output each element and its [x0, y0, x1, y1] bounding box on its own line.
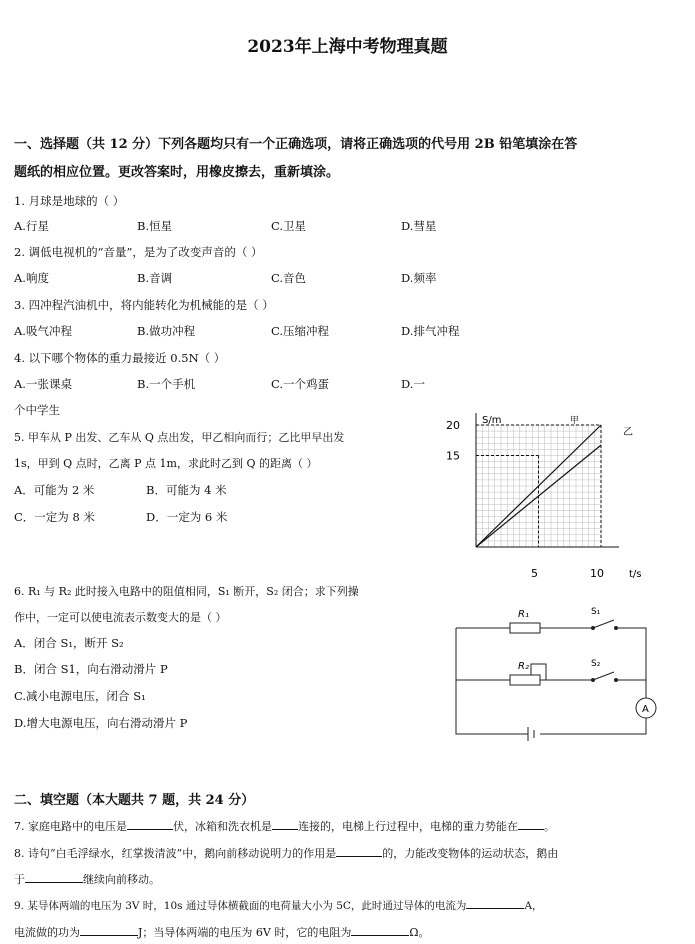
q9-part2: A， [524, 900, 543, 912]
q1-option-d: D.彗星 [401, 219, 437, 233]
q6-option-c: C.减小电源电压，闭合 S₁ [14, 689, 146, 703]
page-title: 2023年上海中考物理真题 [247, 37, 448, 57]
q3-option-d: D.排气冲程 [401, 324, 460, 338]
x-tick-label: 10 [590, 567, 604, 580]
q5-option-b: B．可能为 4 米 [146, 483, 227, 497]
q3-option-c: C.压缩冲程 [271, 324, 330, 338]
q8-text-line2 [14, 871, 160, 887]
section1-heading-line1: 一、选择题（共 12 分）下列各题均只有一个正确选项，请将正确选项的代号用 2B 铅笔填涂在答 [14, 137, 578, 152]
q3-option-b: B.做功冲程 [137, 324, 196, 338]
y-tick-label: 15 [446, 449, 460, 463]
q1-option-b: B.恒星 [137, 219, 173, 233]
q4-option-a: A.一张课桌 [14, 377, 72, 391]
q4-stem: 4. 以下哪个物体的重力最接近 0.5N（ ） [14, 351, 226, 365]
q9-part4: J；当导体两端的电压为 6V 时，它的电阻为 [138, 926, 352, 939]
q1-option-a: A.行星 [14, 219, 49, 233]
y-axis-label: S/m [482, 415, 502, 426]
q7-part3: 连接的，电梯上行过程中，电梯的重力势能在 [298, 820, 518, 833]
s2-label: S₂ [591, 659, 601, 669]
resistor-r1 [510, 623, 540, 633]
q4-option-d: D.一 [401, 377, 425, 391]
r2-label: R₂ [518, 661, 529, 672]
y-tick-label: 20 [446, 419, 460, 432]
q3-option-a: A.吸气冲程 [14, 324, 72, 338]
q5-stem-line2: 1s，甲到 Q 点时，乙离 P 点 1m，求此时乙到 Q 的距离（ ） [14, 457, 318, 470]
q8-blank-1[interactable] [336, 846, 382, 857]
section1-heading-line2: 题纸的相应位置。更改答案时，用橡皮擦去，重新填涂。 [14, 165, 340, 180]
q6-stem-line2: 作中，一定可以使电流表示数变大的是（ ） [14, 611, 227, 624]
series-label-jia: 甲 [569, 416, 579, 426]
s1-label: S₁ [591, 607, 601, 617]
q8-part4: 继续向前移动。 [83, 873, 160, 886]
r1-label: R₁ [518, 609, 529, 620]
q9-part3: 电流做的功为 [14, 926, 80, 939]
x-axis-label: t/s [629, 569, 642, 580]
q5-option-a: A．可能为 2 米 [14, 483, 95, 497]
q7-part4: 。 [544, 820, 555, 833]
section2-heading: 二、填空题（本大题共 7 题，共 24 分） [14, 793, 255, 808]
resistor-r2 [510, 675, 540, 685]
distance-time-graph [440, 402, 655, 582]
q8-part1: 8. 诗句“白毛浮绿水，红掌拨清波”中，鹅向前移动说明力的作用是 [14, 847, 337, 860]
q8-part3: 于 [14, 873, 25, 886]
circuit-diagram [448, 598, 668, 746]
q9-part1: 9. 某导体两端的电压为 3V 时，10s 通过导体横截面的电荷量大小为 5C，此时通过导体的电流为 [14, 900, 467, 912]
ammeter-label: A [642, 704, 649, 715]
q9-text-line2 [14, 924, 429, 940]
q2-option-b: B.音调 [137, 271, 173, 285]
q4-option-b: B.一个手机 [137, 377, 196, 391]
q7-blank-2[interactable] [272, 819, 298, 830]
q9-blank-1[interactable] [466, 898, 524, 909]
q6-option-b: B．闭合 S1，向右滑动滑片 P [14, 662, 168, 676]
q1-stem: 1. 月球是地球的（ ） [14, 194, 125, 208]
q7-text [14, 818, 555, 834]
q5-option-d: D．一定为 6 米 [146, 510, 228, 524]
q6-option-d: D.增大电源电压，向右滑动滑片 P [14, 716, 188, 730]
q8-blank-2[interactable] [25, 872, 83, 883]
q2-option-d: D.频率 [401, 271, 437, 285]
x-tick-label: 5 [531, 567, 538, 580]
q7-blank-3[interactable] [518, 819, 544, 830]
switch-s1 [593, 620, 614, 628]
q7-blank-1[interactable] [127, 819, 173, 830]
q6-stem-line1: 6. R₁ 与 R₂ 此时接入电路中的阻值相同，S₁ 断开，S₂ 闭合；求下列操 [14, 585, 359, 598]
q6-option-a: A．闭合 S₁，断开 S₂ [14, 636, 124, 650]
switch-s2 [593, 672, 614, 680]
q8-part2: 的，力能改变物体的运动状态，鹅由 [382, 847, 559, 860]
q4-option-c: C.一个鸡蛋 [271, 377, 330, 391]
q7-part2: 伏，冰箱和洗衣机是 [173, 820, 272, 833]
q7-part1: 7. 家庭电路中的电压是 [14, 820, 127, 833]
series-label-yi: 乙 [623, 427, 633, 439]
q5-option-c: C．一定为 8 米 [14, 510, 95, 524]
q2-stem: 2. 调低电视机的“音量”，是为了改变声音的（ ） [14, 245, 263, 259]
q9-part5: Ω。 [409, 926, 430, 939]
q5-stem-line1: 5. 甲车从 P 出发、乙车从 Q 点出发，甲乙相向而行；乙比甲早出发 [14, 431, 345, 444]
q4-option-d-continued: 个中学生 [14, 403, 60, 417]
q9-text-line1 [14, 898, 543, 913]
q1-option-c: C.卫星 [271, 219, 307, 233]
q9-blank-3[interactable] [351, 925, 409, 936]
slider-p [531, 664, 546, 680]
q2-option-c: C.音色 [271, 271, 307, 285]
q9-blank-2[interactable] [80, 925, 138, 936]
q2-option-a: A.响度 [14, 271, 49, 285]
q3-stem: 3. 四冲程汽油机中，将内能转化为机械能的是（ ） [14, 298, 274, 312]
q8-text-line1 [14, 845, 558, 861]
